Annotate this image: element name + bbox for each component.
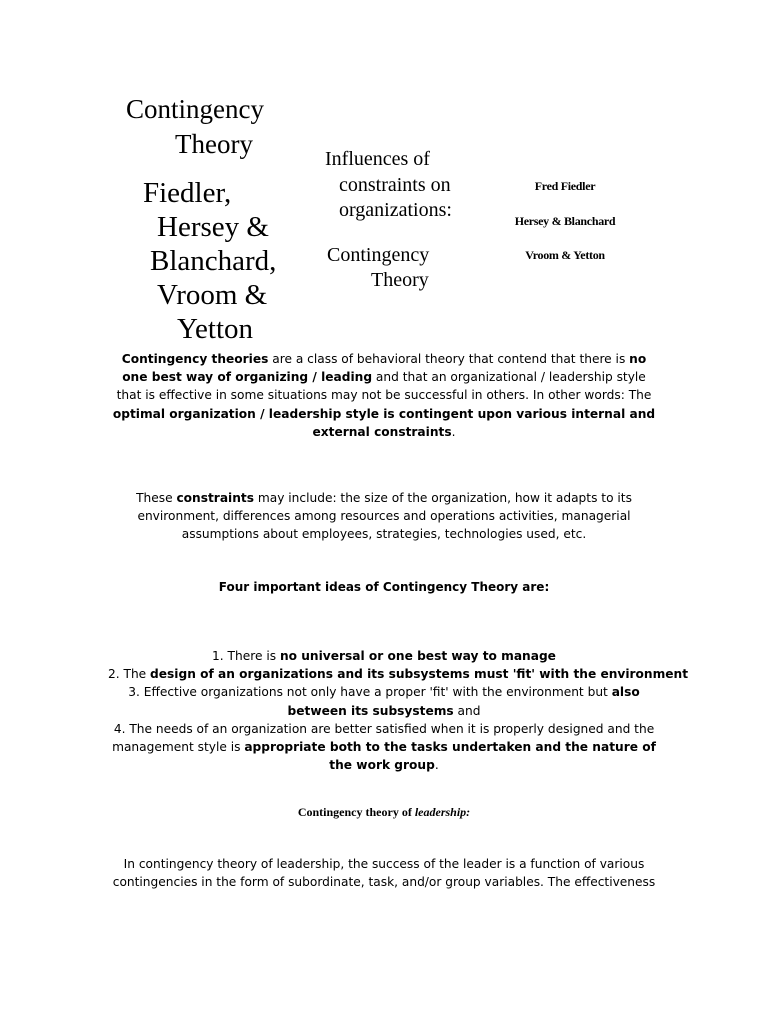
name-line: Fiedler, [143, 177, 232, 209]
text-run: 2. The [108, 667, 151, 682]
idea-item [112, 722, 656, 772]
bold-text: Contingency theories [121, 352, 269, 366]
bold-text: appropriate both to the tasks undertaken and the nature of the work group [244, 740, 656, 773]
text-run: may include: the size of the organization, how it adapts to its environment, differences among resources and operations activities, managerial assumptions about employees, strategies, technologies used, etc. [137, 491, 632, 542]
text-run: 4. The needs of an organization are better satisfied when it is properly designed and the management style is [112, 721, 655, 755]
text-run: . [451, 424, 456, 439]
bold-text: no universal or one best way to manage [279, 649, 556, 663]
text-line: contingencies in the form of subordinate, task, and/or group variables. The effectiveness [112, 875, 656, 890]
bold-text: design of an organizations and its subsystems must 'fit' with the environment [150, 667, 689, 682]
influences-line: Influences of [325, 148, 430, 170]
name-line: Hersey & [157, 211, 269, 243]
theorist-names [140, 176, 310, 346]
theorist-list-item: Fred Fiedler [534, 179, 596, 193]
name-line: Blanchard, [150, 245, 277, 277]
leadership-heading [108, 803, 660, 821]
idea-item [128, 685, 639, 717]
constraints-paragraph [108, 489, 660, 544]
influences-line: Contingency [327, 243, 430, 266]
text-run: and that an organizational / leadership style that is effective in some situations may not be successful in others. In other words: The [116, 370, 652, 403]
theorist-list-item: Hersey & Blanchard [514, 213, 616, 228]
text-run: are a class of behavioral theory that contend that there is [268, 352, 630, 366]
text-run: . [434, 758, 439, 773]
idea-item [108, 647, 660, 665]
text-run: These [136, 491, 177, 505]
title-line: Theory [175, 129, 253, 159]
influences-line: Theory [371, 269, 429, 291]
theorist-list-item: Vroom & Yetton [525, 248, 605, 262]
theorist-list [490, 177, 640, 281]
influences-line: constraints on [339, 173, 451, 196]
italic-text: leadership: [414, 805, 471, 819]
text-run: Contingency theory of [297, 805, 415, 819]
bold-text: also between its subsystems [287, 685, 640, 718]
bold-text: no one best way of organizing / leading [122, 352, 647, 385]
text-run: and [453, 703, 481, 718]
idea-item [108, 665, 689, 683]
leadership-paragraph [108, 855, 660, 891]
text-run: 3. Effective organizations not only have a proper 'fit' with the environment but [128, 685, 612, 700]
name-line: Yetton [177, 313, 254, 345]
influences-block [325, 147, 495, 294]
bold-text: constraints [176, 491, 254, 505]
title-line: Contingency [126, 94, 264, 124]
ideas-list [108, 647, 689, 774]
text-line: In contingency theory of leadership, the success of the leader is a function of various [123, 857, 645, 871]
name-line: Vroom & [157, 279, 268, 311]
bold-text: optimal organization / leadership style is contingent upon various internal and external constraints [112, 406, 656, 439]
influences-line: organizations: [339, 199, 452, 221]
text-run: 1. There is [212, 649, 280, 663]
four-ideas-heading: Four important ideas of Contingency Theory are: [218, 580, 550, 594]
document-title [118, 92, 298, 162]
intro-paragraph [108, 350, 660, 441]
